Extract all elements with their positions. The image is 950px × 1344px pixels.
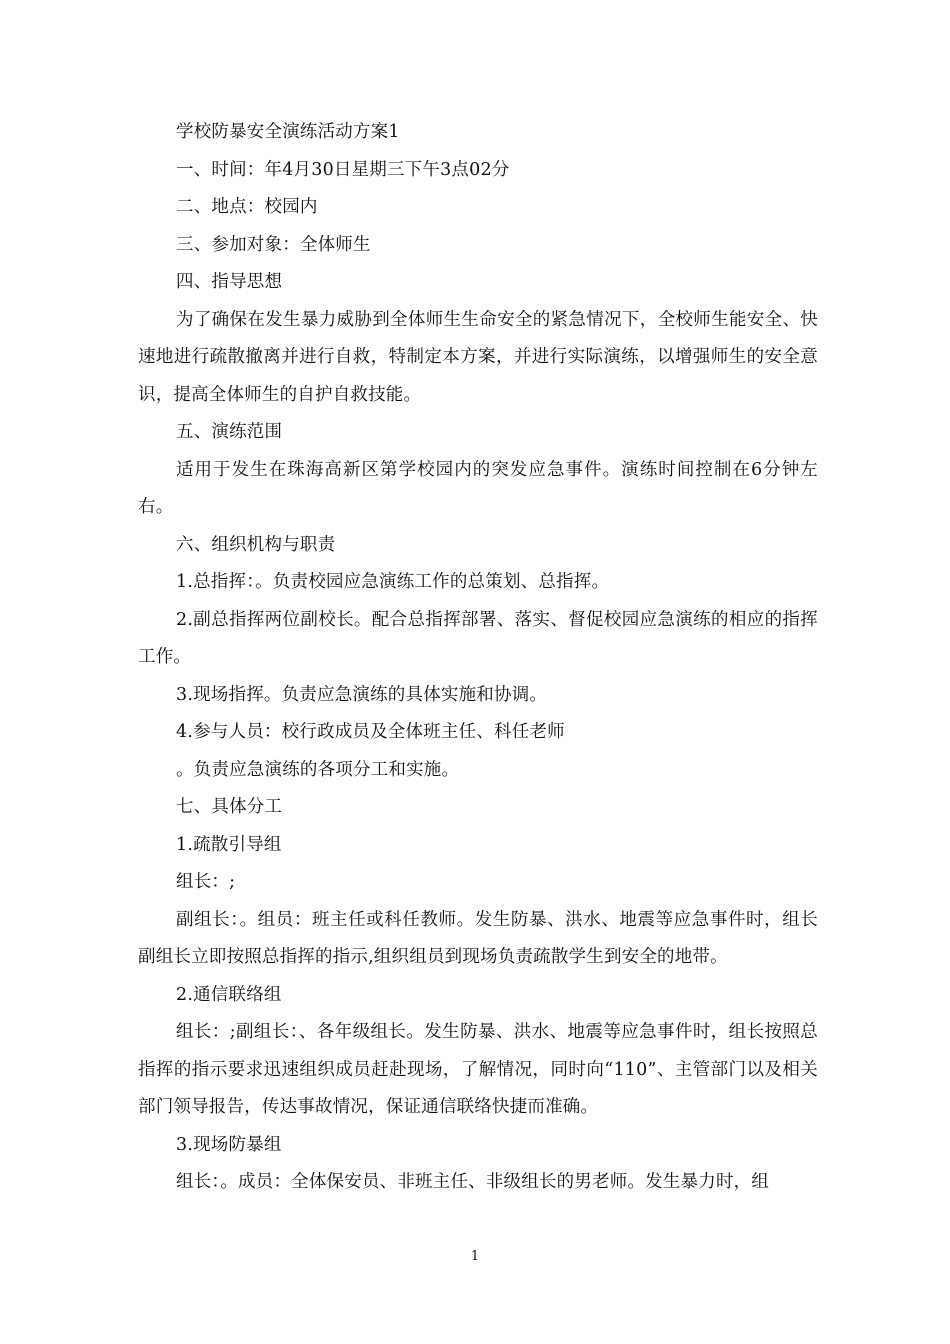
section-heading-organization: 六、组织机构与职责 bbox=[176, 534, 336, 555]
paragraph-time: 一、时间：年4月30日星期三下午3点02分 bbox=[176, 159, 510, 180]
paragraph-participants: 三、参加对象：全体师生 bbox=[176, 234, 371, 255]
paragraph-site-commander: 3.现场指挥。负责应急演练的具体实施和协调。 bbox=[176, 684, 548, 705]
section-heading-division: 七、具体分工 bbox=[176, 797, 283, 817]
section-heading-guiding-thought: 四、指导思想 bbox=[176, 272, 283, 292]
page-number: 1 bbox=[470, 1249, 480, 1264]
subheading-riot-control-group: 3.现场防暴组 bbox=[176, 1134, 282, 1155]
paragraph-location: 二、地点：校园内 bbox=[176, 197, 318, 217]
paragraph-guiding-thought: 为了确保在发生暴力威胁到全体师生生命安全的紧急情况下，全校师生能安全、快速地进行疏散撤离并进行自救，特制定本方案，并进行实际演练，以增强师生的安全意识，提高全体师生的自护自救技能。 bbox=[138, 309, 818, 405]
paragraph-riot-control-group: 组长：。成员：全体保安员、非班主任、非级组长的男老师。发生暴力时，组 bbox=[176, 1172, 770, 1192]
paragraph-communication-group: 组长：;副组长：、各年级组长。发生防暴、洪水、地震等应急事件时，组长按照总指挥的指示要求迅速组织成员赶赴现场，了解情况，同时向“110”、主管部门以及相关部门领导报告，传达事故情况，保证通信联络快捷而准确。 bbox=[138, 1022, 818, 1117]
paragraph-commander: 1.总指挥：。负责校园应急演练工作的总策划、总指挥。 bbox=[176, 572, 610, 592]
paragraph-drill-scope: 适用于发生在珠海高新区第学校园内的突发应急事件。演练时间控制在6分钟左右。 bbox=[138, 459, 818, 517]
paragraph-participants-staff: 4.参与人员：校行政成员及全体班主任、科任老师 bbox=[176, 722, 565, 742]
section-heading-drill-scope: 五、演练范围 bbox=[176, 422, 283, 442]
paragraph-participants-duty: 。负责应急演练的各项分工和实施。 bbox=[176, 759, 460, 780]
subheading-evacuation-group: 1.疏散引导组 bbox=[176, 834, 282, 855]
document-body bbox=[138, 114, 818, 1202]
subheading-communication-group: 2.通信联络组 bbox=[176, 984, 282, 1005]
paragraph-deputy-commander: 2.副总指挥两位副校长。配合总指挥部署、落实、督促校园应急演练的相应的指挥工作。 bbox=[138, 609, 818, 667]
paragraph-evacuation-members: 副组长：。组员：班主任或科任教师。发生防暴、洪水、地震等应急事件时，组长副组长立即按照总指挥的指示,组织组员到现场负责疏散学生到安全的地带。 bbox=[138, 909, 818, 967]
paragraph-evacuation-leader: 组长：; bbox=[176, 872, 236, 892]
document-title: 学校防暴安全演练活动方案1 bbox=[176, 122, 400, 142]
